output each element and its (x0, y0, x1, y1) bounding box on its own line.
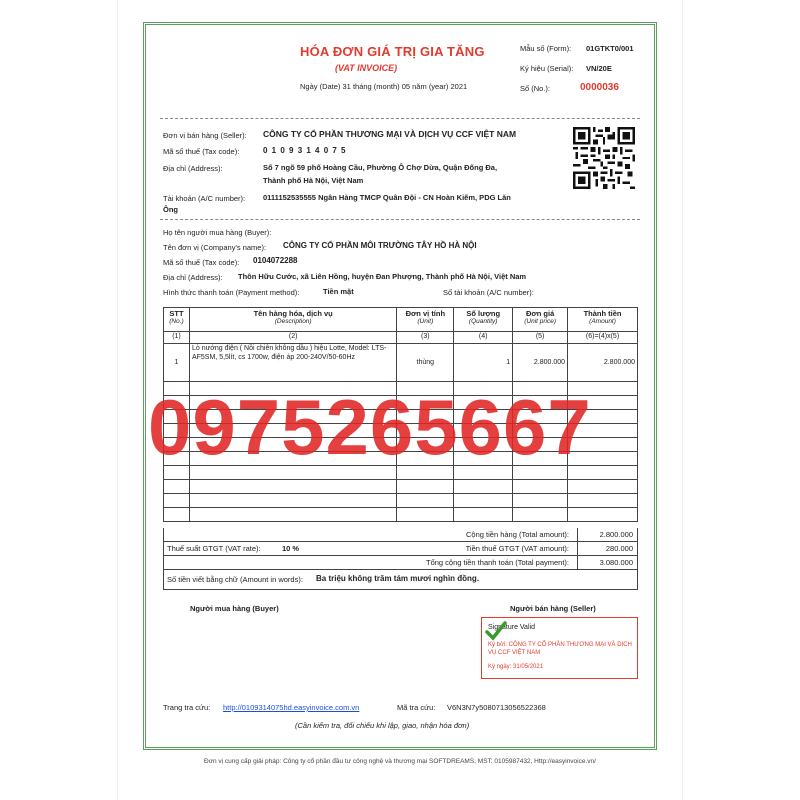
table-row (164, 480, 638, 494)
table-cell: (2) (189, 332, 396, 344)
signature-valid: Signature Valid (488, 624, 535, 631)
col-unit-price: Đơn giá (Unit price) (513, 308, 568, 332)
table-cell: 2.800.000 (568, 344, 638, 382)
buyer-label: Họ tên người mua hàng (Buyer): (163, 228, 272, 237)
vat-rate: 10 % (282, 544, 300, 553)
lookup-label: Trang tra cứu: (163, 703, 211, 712)
buyer-signature-label: Người mua hàng (Buyer) (190, 604, 279, 613)
payment-label: Hình thức thanh toán (Payment method): (163, 288, 300, 297)
total-amount-row (163, 528, 638, 542)
seller-address-label: Địa chỉ (Address): (163, 164, 223, 173)
signed-by: Ký bởi: CÔNG TY CỔ PHẦN THƯƠNG MẠI VÀ DỊCH VỤ CCF VIỆT NAM (488, 642, 632, 656)
buyer-tax: 0104072288 (253, 256, 298, 265)
seller-account-line1: 0111152535555 Ngân Hàng TMCP Quân Đội - CN Hoàn Kiếm, PDG Lăn (263, 193, 511, 202)
serial-label: Ký hiệu (Serial): (520, 64, 574, 73)
seller-account-label: Tài khoản (A/C number): (163, 194, 246, 203)
table-cell (397, 480, 454, 494)
table-cell (454, 480, 513, 494)
table-cell: Lò nướng điện ( Nồi chiên không dầu ) hiệu Lotte, Model: LTS-AF5SM, 5,5lít, cs 1700w, điện áp 200-240V/50-60Hz (189, 344, 396, 382)
seller-account-line2: Ông (163, 205, 178, 214)
seller-signature-label: Người bán hàng (Seller) (510, 604, 596, 613)
amount-in-words: Ba triệu không trăm tám mươi nghìn đồng. (316, 574, 480, 583)
vat-amount: 280.000 (577, 542, 637, 555)
vat-row (163, 542, 638, 556)
vat-amount-label: Tiền thuế GTGT (VAT amount): (465, 544, 569, 553)
invoice-title: HÓA ĐƠN GIÁ TRỊ GIA TĂNG (300, 44, 485, 59)
table-cell (164, 508, 190, 522)
digital-signature-box (481, 617, 638, 679)
seller-address-line2: Thành phố Hà Nội, Việt Nam (263, 176, 364, 185)
total-payment-label: Tổng cộng tiền thanh toán (Total payment): (425, 558, 569, 567)
seller-divider (160, 219, 640, 220)
buyer-address: Thôn Hữu Cước, xã Liên Hồng, huyện Đan Phượng, Thành phố Hà Nội, Việt Nam (238, 272, 527, 281)
seller-tax: 0 1 0 9 3 1 4 0 7 5 (263, 146, 347, 155)
table-cell: 1 (454, 344, 513, 382)
table-cell: thùng (397, 344, 454, 382)
table-cell: (4) (454, 332, 513, 344)
buyer-company: CÔNG TY CỔ PHẦN MÔI TRƯỜNG TÂY HỒ HÀ NỘI (283, 241, 477, 250)
table-cell (513, 494, 568, 508)
amount-in-words-label: Số tiền viết bằng chữ (Amount in words): (167, 575, 303, 584)
table-row (164, 344, 638, 382)
total-payment: 3.080.000 (577, 556, 637, 569)
table-cell: 2.800.000 (513, 344, 568, 382)
seller-address-line1: Số 7 ngõ 59 phố Hoàng Cầu, Phường Ô Chợ Dừa, Quận Đống Đa, (263, 163, 498, 172)
seller-tax-label: Mã số thuế (Tax code): (163, 147, 240, 156)
payment-method: Tiền mặt (323, 287, 354, 296)
buyer-company-label: Tên đơn vị (Company's name): (163, 243, 267, 252)
table-cell (164, 480, 190, 494)
checkmark-icon (485, 620, 507, 642)
lookup-link[interactable]: http://0109314075hd.easyinvoice.com.vn (223, 703, 360, 712)
table-row (164, 508, 638, 522)
signed-date: Ký ngày: 31/05/2021 (488, 664, 544, 670)
col-stt: STT (No.) (164, 308, 190, 332)
col-unit: Đơn vị tính (Unit) (397, 308, 454, 332)
table-cell (513, 508, 568, 522)
buyer-tax-label: Mã số thuế (Tax code): (163, 258, 240, 267)
buyer-address-label: Địa chỉ (Address): (163, 273, 223, 282)
table-cell (397, 494, 454, 508)
table-cell (189, 508, 396, 522)
table-index-row (164, 332, 638, 344)
col-amount: Thành tiền (Amount) (568, 308, 638, 332)
table-header-row (164, 308, 638, 332)
table-cell (568, 480, 638, 494)
lookup-code: V6N3N7y5080713056522368 (447, 703, 546, 712)
form-label: Mẫu số (Form): (520, 44, 572, 53)
total-payment-row (163, 556, 638, 570)
seller-name: CÔNG TY CỔ PHẦN THƯƠNG MẠI VÀ DỊCH VỤ CCF VIỆT NAM (263, 129, 517, 139)
number-value: 0000036 (580, 82, 619, 93)
table-cell (454, 494, 513, 508)
col-description: Tên hàng hóa, dịch vụ (Description) (189, 308, 396, 332)
table-row (164, 494, 638, 508)
form-value: 01GTKT0/001 (586, 44, 634, 53)
total-amount: 2.800.000 (577, 528, 637, 541)
table-cell (164, 494, 190, 508)
serial-value: VN/20E (586, 64, 612, 73)
number-label: Số (No.): (520, 84, 551, 93)
table-cell (568, 508, 638, 522)
provider-footer: Đơn vị cung cấp giải pháp: Công ty cổ phần đầu tư công nghệ và thương mại SOFTDREAMS, MST: 0105987432, Http://easyinvoice.vn/ (204, 758, 596, 765)
header-divider (160, 118, 640, 119)
amount-in-words-row (163, 570, 638, 590)
table-cell (454, 508, 513, 522)
table-cell: (5) (513, 332, 568, 344)
vat-rate-label: Thuế suất GTGT (VAT rate): (167, 544, 261, 553)
table-cell: (1) (164, 332, 190, 344)
table-cell (397, 508, 454, 522)
col-quantity: Số lượng (Quantity) (454, 308, 513, 332)
table-cell (189, 494, 396, 508)
lookup-note: (Cần kiểm tra, đối chiếu khi lập, giao, nhận hóa đơn) (295, 721, 470, 730)
total-amount-label: Cộng tiền hàng (Total amount): (466, 530, 569, 539)
table-cell: (3) (397, 332, 454, 344)
buyer-account-label: Số tài khoản (A/C number): (443, 288, 534, 297)
invoice-date: Ngày (Date) 31 tháng (month) 05 năm (year) 2021 (300, 82, 468, 91)
seller-label: Đơn vị bán hàng (Seller): (163, 131, 247, 140)
invoice-subtitle: (VAT INVOICE) (335, 63, 398, 73)
lookup-code-label: Mã tra cứu: (397, 703, 436, 712)
phone-watermark: 0975265667 (148, 383, 592, 471)
table-cell (513, 480, 568, 494)
table-cell (568, 494, 638, 508)
table-cell (189, 480, 396, 494)
table-cell: (6)=(4)x(5) (568, 332, 638, 344)
qr-code-icon (573, 127, 635, 189)
table-cell: 1 (164, 344, 190, 382)
